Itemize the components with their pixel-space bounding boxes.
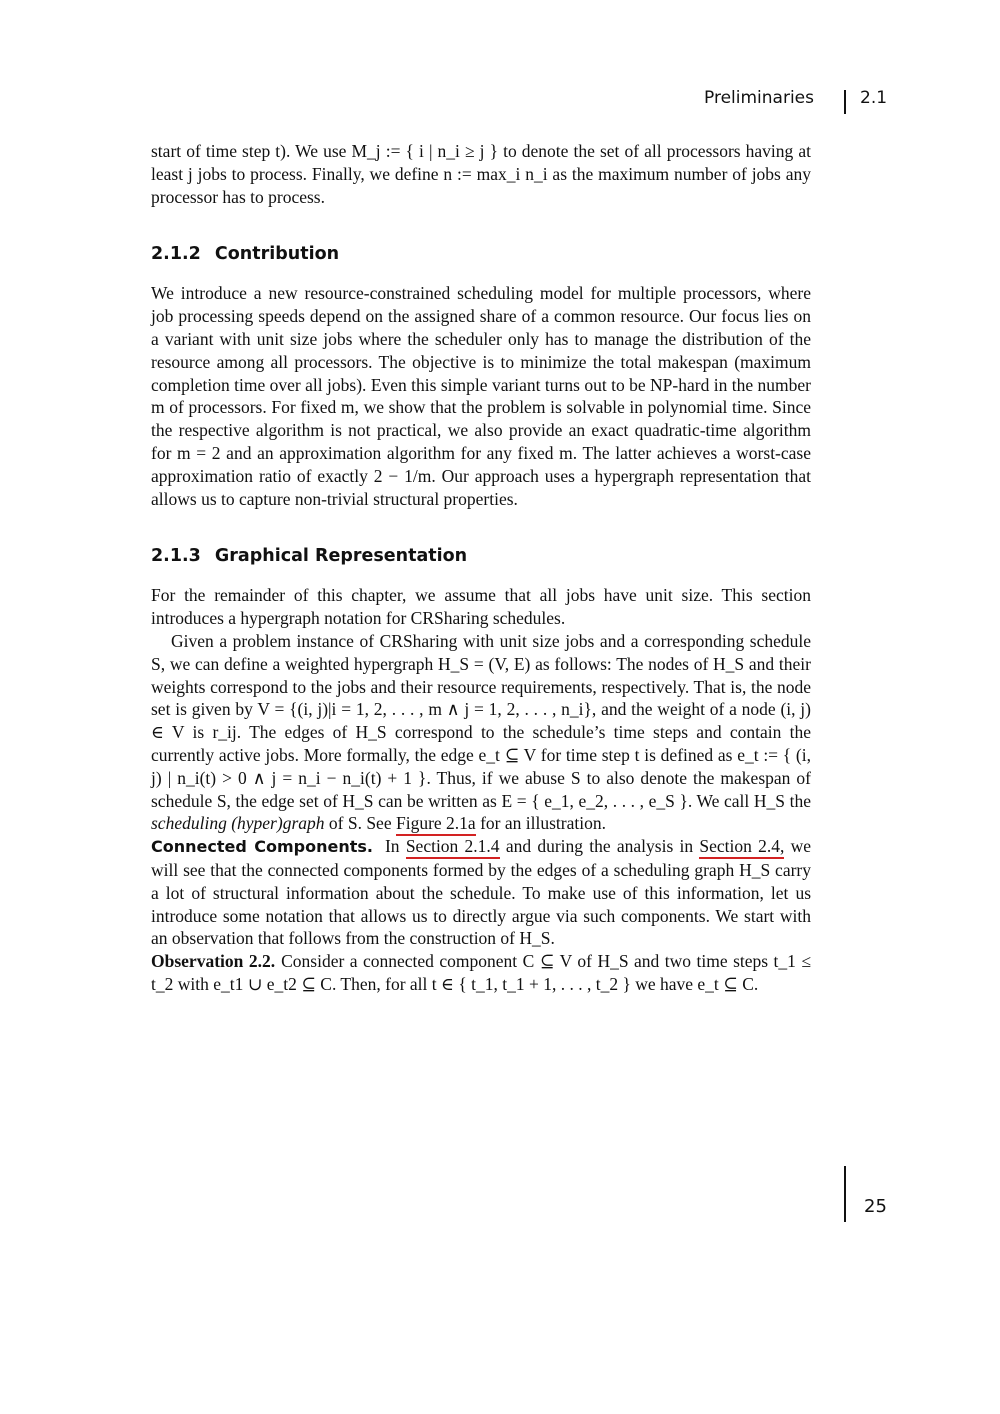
page-body bbox=[151, 140, 811, 996]
section-2-4-link[interactable]: Section 2.4, bbox=[699, 836, 784, 859]
section-2-1-4-link[interactable]: Section 2.1.4 bbox=[406, 836, 500, 859]
section-heading-graphical-representation bbox=[151, 544, 811, 568]
contribution-paragraph: We introduce a new resource-constrained scheduling model for multiple processors, where job processing speeds depend on the assigned share of a common resource. Our focus lies on a variant with unit size jobs where the scheduler only has to manage the distribution of the resource among all processors. The objective is to minimize the total makespan (maximum completion time over all jobs). Even this simple variant turns out to be NP-hard in the number m of processors. For fixed m, we show that the problem is solvable in polynomial time. Since the respective algorithm is not practical, we also provide an exact quadratic-time algorithm for m = 2 and an approximation algorithm for any fixed m. The latter achieves a worst-case approximation ratio of exactly 2 − 1/m. Our approach uses a hypergraph representation that allows us to capture non-trivial structural properties. bbox=[151, 283, 811, 509]
graphical-paragraph-2-text: of S. See bbox=[328, 813, 392, 834]
graphical-paragraph-2 bbox=[151, 630, 811, 835]
section-number: 2.1.3 bbox=[151, 546, 201, 567]
graphical-paragraph-2-text: for an illustration. bbox=[480, 813, 606, 834]
page-number: 25 bbox=[864, 1196, 887, 1217]
scheduling-graph-term: scheduling (hyper)graph bbox=[151, 813, 325, 834]
observation-2-2 bbox=[151, 950, 811, 996]
observation-text: Consider a connected component C ⊆ V of H_S and two time steps t_1 ≤ t_2 with e_t1 ∪ e_t2 ⊆ C. Then, for all t ∈ { t_1, t_1 + 1, . . . , t_2 } we have e_t ⊆ C. bbox=[151, 951, 811, 994]
intro-paragraph: start of time step t). We use M_j := { i | n_i ≥ j } to denote the set of all processors having at least j jobs to process. Finally, we define n := max_i n_i as the maximum number of jobs any processor has to process. bbox=[151, 141, 811, 207]
connected-components-heading: Connected Components. bbox=[151, 837, 373, 857]
connected-components-text: we will see that the connected components formed by the edges of a scheduling graph H_S carry a lot of structural information about the schedule. To make use of this information, let us introduce some notation that allows us to directly argue via such components. We start with an observation that follows from the construction of H_S. bbox=[151, 836, 812, 949]
connected-components-text: and during the analysis in bbox=[505, 836, 694, 857]
graphical-paragraph-1: For the remainder of this chapter, we assume that all jobs have unit size. This section introduces a hypergraph notation for CRSharing schedules. bbox=[151, 585, 811, 629]
running-head-title: Preliminaries bbox=[704, 88, 814, 108]
section-number: 2.1.2 bbox=[151, 244, 201, 265]
graphical-paragraph-2-text: Given a problem instance of CRSharing with unit size jobs and a corresponding schedule S, we can define a weighted hypergraph H_S = (V, E) as follows: The nodes of H_S and their weights correspond to the jobs and their resource requirements, respectively. That is, the node set is given by V = {(i, j)|i = 1, 2, . . . , m ∧ j = 1, 2, . . . , n_i}, and the weight of a node (i, j) ∈ V is r_ij. The edges of H_S correspond to the schedule’s time steps and contain the currently active jobs. More formally, the edge e_t ⊆ V for time step t is defined as e_t := { (i, j) | n_i(t) > 0 ∧ j = n_i − n_i(t) + 1 }. Thus, if we abuse S to also denote the makespan of schedule S, the edge set of H_S can be written as E = { e_1, e_2, . . . , e_S }. We call H_S the bbox=[151, 630, 811, 811]
footer-divider bbox=[844, 1166, 846, 1222]
section-title: Graphical Representation bbox=[214, 546, 468, 567]
observation-label: Observation 2.2. bbox=[151, 951, 276, 972]
figure-2-1a-link[interactable]: Figure 2.1a bbox=[396, 813, 476, 836]
section-heading-contribution bbox=[151, 242, 811, 266]
connected-components-text: In bbox=[384, 836, 400, 857]
connected-components-paragraph bbox=[151, 835, 811, 950]
running-head-section-number: 2.1 bbox=[860, 88, 888, 108]
header-divider bbox=[844, 90, 846, 114]
section-title: Contribution bbox=[214, 244, 340, 265]
